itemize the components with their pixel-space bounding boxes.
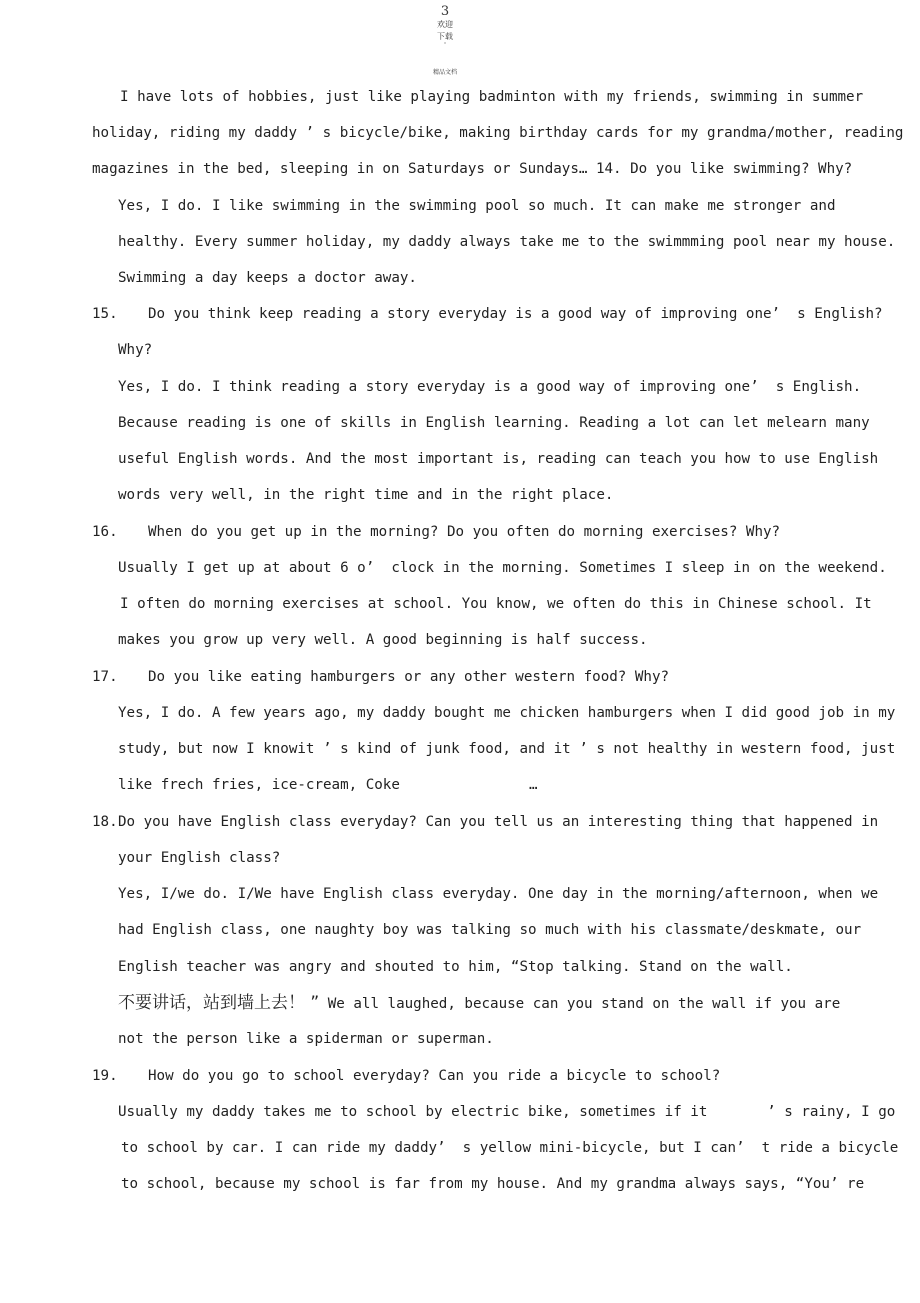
q18-question-cont: your English class? <box>118 850 281 866</box>
hobbies-line-1: I have lots of hobbies, just like playing badminton with my friends, swimming in summer <box>120 89 864 105</box>
q19-answer-line-2: to school by car. I can ride my daddy’ s yellow mini-bicycle, but I can’ t ride a bicycle <box>121 1140 899 1156</box>
q15-answer-line-4: words very well, in the right time and in the right place. <box>118 487 614 503</box>
q19-answer-line-3: to school, because my school is far from my house. And my grandma always says, “You’ re <box>121 1176 865 1192</box>
q16-question: When do you get up in the morning? Do you often do morning exercises? Why? <box>148 524 781 540</box>
q15-answer-line-1: Yes, I do. I think reading a story everyday is a good way of improving one’ s English. <box>118 379 862 395</box>
q18-number: 18. <box>92 814 118 830</box>
q18-question: Do you have English class everyday? Can you tell us an interesting thing that happened in <box>118 814 879 830</box>
q15-number: 15. <box>92 306 118 322</box>
q15-question-cont: Why? <box>118 342 153 358</box>
q18-answer-line-1: Yes, I/we do. I/We have English class everyday. One day in the morning/afternoon, when we <box>118 886 879 902</box>
q17-answer-line-1: Yes, I do. A few years ago, my daddy bought me chicken hamburgers when I did good job in my <box>118 705 896 721</box>
header-doc-label: 精品文档 <box>432 69 457 76</box>
hobbies-line-2: holiday, riding my daddy ’ s bicycle/bike, making birthday cards for my grandma/mother, reading <box>92 125 904 141</box>
page-number: 3 <box>440 4 450 19</box>
q17-number: 17. <box>92 669 118 685</box>
q14-answer-line-3: Swimming a day keeps a doctor away. <box>118 270 417 286</box>
q15-answer-line-3: useful English words. And the most important is, reading can teach you how to use English <box>118 451 879 467</box>
q16-answer-line-1: Usually I get up at about 6 o’ clock in the morning. Sometimes I sleep in on the weekend. <box>118 560 887 576</box>
q14-answer-line-1: Yes, I do. I like swimming in the swimming pool so much. It can make me stronger and <box>118 198 836 214</box>
header-welcome: 欢迎 <box>437 20 453 29</box>
q19-answer-line-1: Usually my daddy takes me to school by electric bike, sometimes if it ’ s rainy, I go <box>118 1104 896 1120</box>
q19-question: How do you go to school everyday? Can you ride a bicycle to school? <box>148 1068 721 1084</box>
q17-answer-line-2: study, but now I knowit ’ s kind of junk food, and it ’ s not healthy in western food, just <box>118 741 896 757</box>
q18-answer-line-4 <box>118 994 840 1013</box>
hobbies-line-3: magazines in the bed, sleeping in on Saturdays or Sundays… 14. Do you like swimming? Why? <box>92 161 853 177</box>
q17-question: Do you like eating hamburgers or any other western food? Why? <box>148 669 670 685</box>
q16-number: 16. <box>92 524 118 540</box>
q16-answer-line-3: makes you grow up very well. A good beginning is half success. <box>118 632 648 648</box>
q15-question: Do you think keep reading a story everyday is a good way of improving one’ s English? <box>148 306 883 322</box>
q14-answer-line-2: healthy. Every summer holiday, my daddy always take me to the swimmming pool near my house. <box>118 234 896 250</box>
header-dot: · <box>443 39 447 48</box>
q18-answer-line-2: had English class, one naughty boy was talking so much with his classmate/deskmate, our <box>118 922 862 938</box>
q17-ellipsis: … <box>529 777 538 793</box>
header-download: 下载 <box>437 32 453 41</box>
q18-answer-line-5: not the person like a spiderman or superman. <box>118 1031 494 1047</box>
q17-answer-line-3: like frech fries, ice-cream, Coke <box>118 777 400 793</box>
q18-answer-line-4-text: We all laughed, because can you stand on the wall if you are <box>319 996 841 1012</box>
q16-answer-line-2: I often do morning exercises at school. You know, we often do this in Chinese school. It <box>120 596 872 612</box>
q15-answer-line-2: Because reading is one of skills in English learning. Reading a lot can let melearn many <box>118 415 870 431</box>
q19-number: 19. <box>92 1068 118 1084</box>
q18-answer-line-3: English teacher was angry and shouted to him, “Stop talking. Stand on the wall. <box>118 959 793 975</box>
q18-chinese-phrase: 不要讲话，站到墙上去！ ” <box>118 993 320 1013</box>
